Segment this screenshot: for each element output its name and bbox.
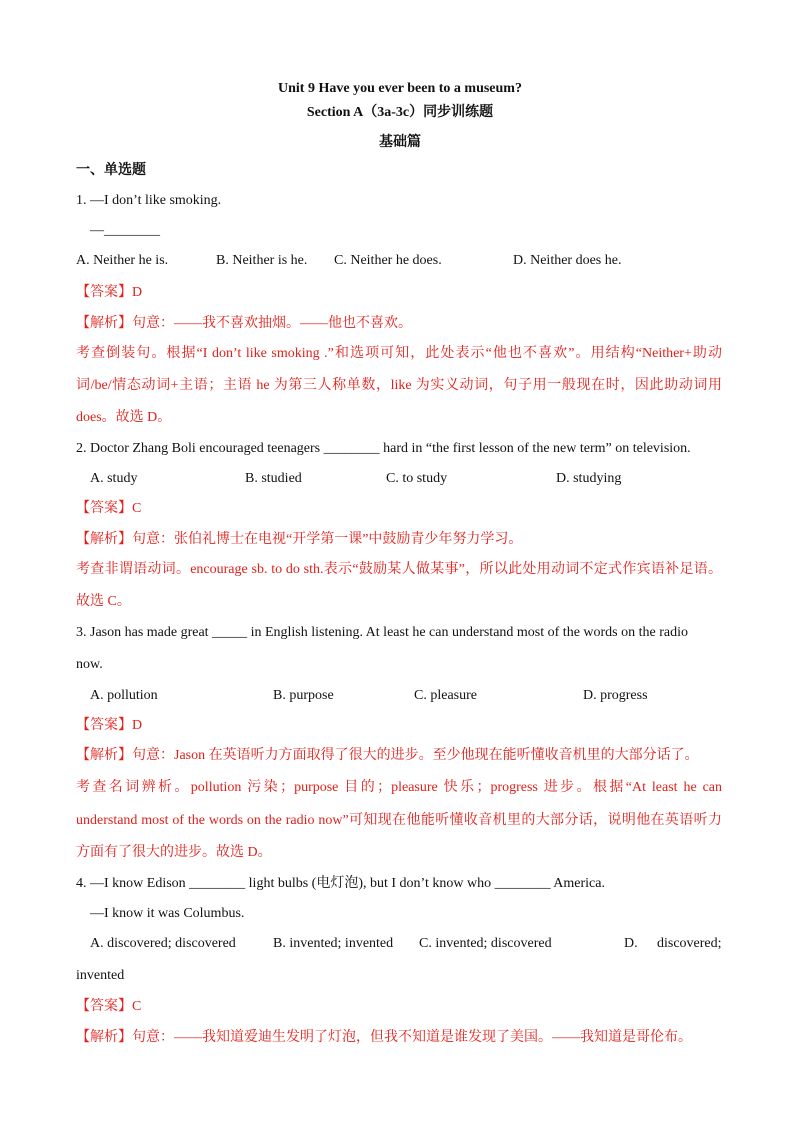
q1-explain-line-1: 考查倒装句。根据“I don’t like smoking .”和选项可知，此处表示“他也不喜欢”。用结构“Neither+助动 (76, 346, 722, 361)
q1-analysis-text: 句意：——我不喜欢抽烟。——他也不喜欢。 (132, 316, 412, 331)
analysis-label: 解析 (90, 748, 118, 763)
document-subtitle: Section A（3a-3c）同步训练题 (306, 105, 494, 120)
q4-reply: —I know it was Columbus. (90, 906, 245, 921)
q4-option-b: B. invented; invented (273, 936, 394, 951)
q3-stem-continued: now. (76, 657, 103, 672)
q2-option-a: A. study (90, 471, 138, 486)
q2-stem: 2. Doctor Zhang Boli encouraged teenagers ________ hard in “the first lesson of the new term” on television. (76, 441, 691, 456)
q1-analysis (76, 315, 412, 333)
q4-option-d-text: discovered; (657, 936, 722, 951)
q2-analysis (76, 531, 522, 549)
analysis-bracket-close: 】 (118, 748, 132, 763)
analysis-bracket-open: 【 (76, 532, 90, 547)
q3-analysis (76, 747, 699, 765)
q3-option-b: B. purpose (273, 688, 334, 703)
q3-answer-value: D (132, 718, 143, 733)
analysis-bracket-close: 】 (118, 1030, 132, 1045)
q3-option-a: A. pollution (90, 688, 158, 703)
q1-explain-line-2: 词/be/情态动词+主语；主语 he 为第三人称单数，like 为实义动词，句子用一般现在时，因此助动词用 (76, 378, 722, 393)
q1-answer (76, 284, 142, 302)
answer-bracket-close: 】 (118, 718, 132, 733)
level-heading: 基础篇 (379, 135, 421, 150)
q1-blank-line: —________ (90, 223, 160, 238)
q3-explain-line-2: understand most of the words on the radio now”可知现在他能听懂收音机里的大部分话，说明他在英语听力 (76, 813, 722, 828)
q4-answer-value: C (132, 999, 142, 1014)
q4-analysis (76, 1029, 692, 1047)
q4-stem: 4. —I know Edison ________ light bulbs (电灯泡), but I don’t know who ________ America. (76, 876, 605, 891)
answer-label: 答案 (90, 285, 118, 300)
q1-option-a: A. Neither he is. (76, 253, 169, 268)
section-heading: 一、单选题 (76, 163, 146, 178)
answer-bracket-open: 【 (76, 718, 90, 733)
answer-bracket-close: 】 (118, 285, 132, 300)
q2-option-d: D. studying (556, 471, 622, 486)
q4-option-c: C. invented; discovered (419, 936, 552, 951)
q3-option-c: C. pleasure (414, 688, 477, 703)
answer-bracket-close: 】 (118, 999, 132, 1014)
q1-explain-line-3: does。故选 D。 (76, 410, 172, 425)
answer-bracket-open: 【 (76, 999, 90, 1014)
q2-option-b: B. studied (245, 471, 302, 486)
q3-explain-line-1: 考查名词辨析。pollution 污染；purpose 目的；pleasure 快乐；progress 进步。根据“At least he can (76, 780, 722, 795)
analysis-bracket-open: 【 (76, 1030, 90, 1045)
answer-label: 答案 (90, 999, 118, 1014)
q3-answer (76, 717, 142, 735)
analysis-bracket-open: 【 (76, 316, 90, 331)
q4-option-d-wrap: invented (76, 968, 125, 983)
document-title: Unit 9 Have you ever been to a museum? (278, 81, 522, 96)
answer-bracket-open: 【 (76, 501, 90, 516)
answer-label: 答案 (90, 501, 118, 516)
q4-answer (76, 998, 141, 1016)
q1-option-d: D. Neither does he. (513, 253, 622, 268)
q4-option-d-letter: D. (624, 936, 638, 951)
q3-option-d: D. progress (583, 688, 648, 703)
q1-option-b: B. Neither is he. (216, 253, 308, 268)
q2-explain-line-1: 考查非谓语动词。encourage sb. to do sth.表示“鼓励某人做某事”，所以此处用动词不定式作宾语补足语。 (76, 562, 722, 577)
analysis-bracket-close: 】 (118, 532, 132, 547)
answer-bracket-open: 【 (76, 285, 90, 300)
q1-answer-value: D (132, 285, 143, 300)
q1-stem: 1. —I don’t like smoking. (76, 193, 222, 208)
analysis-label: 解析 (90, 316, 118, 331)
q3-analysis-text: 句意：Jason 在英语听力方面取得了很大的进步。至少他现在能听懂收音机里的大部分话了。 (132, 748, 699, 763)
q2-analysis-text: 句意：张伯礼博士在电视“开学第一课”中鼓励青少年努力学习。 (132, 532, 523, 547)
q4-analysis-text: 句意：——我知道爱迪生发明了灯泡，但我不知道是谁发现了美国。——我知道是哥伦布。 (132, 1030, 692, 1045)
q4-option-a: A. discovered; discovered (90, 936, 236, 951)
answer-bracket-close: 】 (118, 501, 132, 516)
q2-option-c: C. to study (386, 471, 448, 486)
q3-stem: 3. Jason has made great _____ in English listening. At least he can understand most of the words on the radio (76, 625, 688, 640)
analysis-bracket-close: 】 (118, 316, 132, 331)
q1-option-c: C. Neither he does. (334, 253, 442, 268)
q2-explain-line-2: 故选 C。 (76, 594, 131, 609)
analysis-bracket-open: 【 (76, 748, 90, 763)
answer-label: 答案 (90, 718, 118, 733)
q2-answer-value: C (132, 501, 142, 516)
q3-explain-line-3: 方面有了很大的进步。故选 D。 (76, 845, 272, 860)
analysis-label: 解析 (90, 532, 118, 547)
q2-answer (76, 500, 141, 518)
analysis-label: 解析 (90, 1030, 118, 1045)
